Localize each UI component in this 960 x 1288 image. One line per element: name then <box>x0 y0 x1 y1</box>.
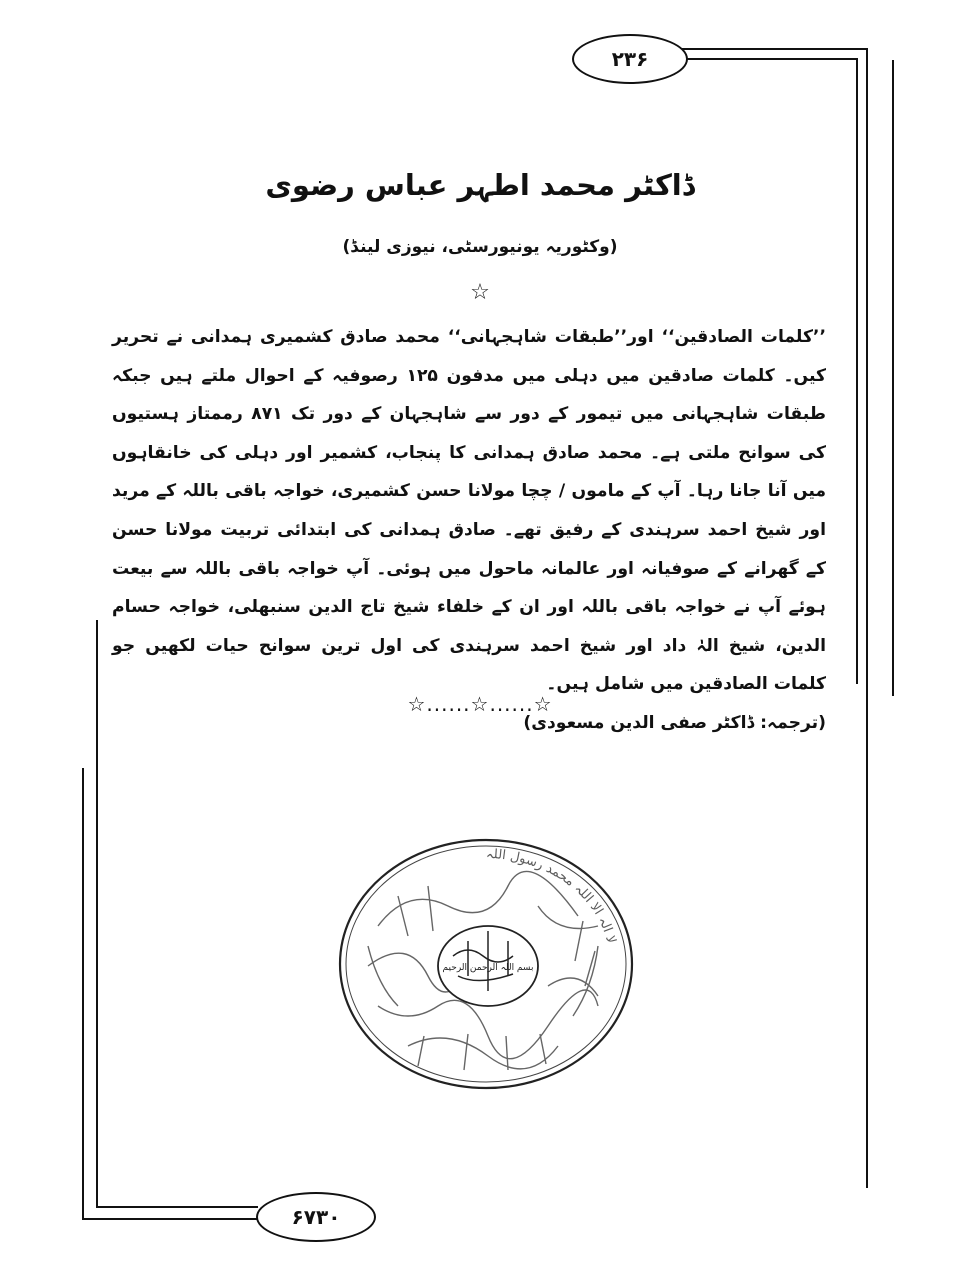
frame-left-line-inner <box>96 620 98 1208</box>
calligraphy-seal <box>338 836 634 1096</box>
frame-top-line-inner <box>682 58 858 60</box>
frame-bottom-line-outer <box>82 1218 258 1220</box>
frame-top-line <box>682 48 868 50</box>
body-text: ’’کلمات الصادقین‘‘ اور’’طبقات شاہجہانی‘‘ محمد صادق کشمیری ہمدانی نے تحریر کیں۔ کلمات صادقین میں دہلی میں مدفون ۱۲۵ رصوفیہ کے احوال ملتے ہیں جبکہ طبقات شاہجہانی میں تیمور کے دور سے شاہجہان کے دور تک ۸۷۱ رممتاز ہستیوں کی سوانح ملتی ہے۔ محمد صادق ہمدانی کا پنجاب، کشمیر اور دہلی کی خانقاہوں میں آنا جانا رہا۔ آپ کے ماموں / چچا مولانا حسن کشمیری، خواجہ باقی باللہ کے مرید اور شیخ احمد سرہندی کے رفیق تھے۔ صادق ہمدانی کی ابتدائی تربیت مولانا حسن کے گھرانے کے صوفیانہ اور عالمانہ ماحول میں ہوئی۔ آپ خواجہ باقی باللہ سے بیعت ہوئے آپ نے خواجہ باقی باللہ اور ان کے خلفاء شیخ تاج الدین سنبھلی، خواجہ حسام الدین، شیخ الہٰ داد اور شیخ احمد سرہندی کی اول ترین سوانح حیات لکھیں جو کلمات الصادقین میں شامل ہیں۔ <box>112 327 826 695</box>
author-affiliation: (وکٹوریہ یونیورسٹی، نیوزی لینڈ) <box>342 237 618 257</box>
top-page-number: ۲۳۶ <box>572 34 688 84</box>
frame-right-line-outer <box>866 48 868 1188</box>
star-divider: ☆ <box>470 280 490 305</box>
body-paragraph <box>112 318 826 743</box>
frame-bottom-line-inner <box>96 1206 258 1208</box>
seal-ring-text: لا الہ الا اللہ محمد رسول اللہ <box>485 846 619 946</box>
frame-right-line-inner <box>856 58 858 684</box>
seal-inner-text: بسم اللہ الرحمن الرحیم <box>442 963 534 973</box>
frame-left-line-outer <box>82 768 84 1220</box>
end-divider: ☆......☆......☆ <box>407 692 553 716</box>
translator-note: (ترجمہ: ڈاکٹر صفی الدین مسعودی) <box>523 712 826 733</box>
author-title: ڈاکٹر محمد اطہر عباس رضوی <box>265 168 695 202</box>
bottom-page-number: ۶۷۳۰ <box>256 1192 376 1242</box>
frame-right-line-short <box>892 60 894 696</box>
